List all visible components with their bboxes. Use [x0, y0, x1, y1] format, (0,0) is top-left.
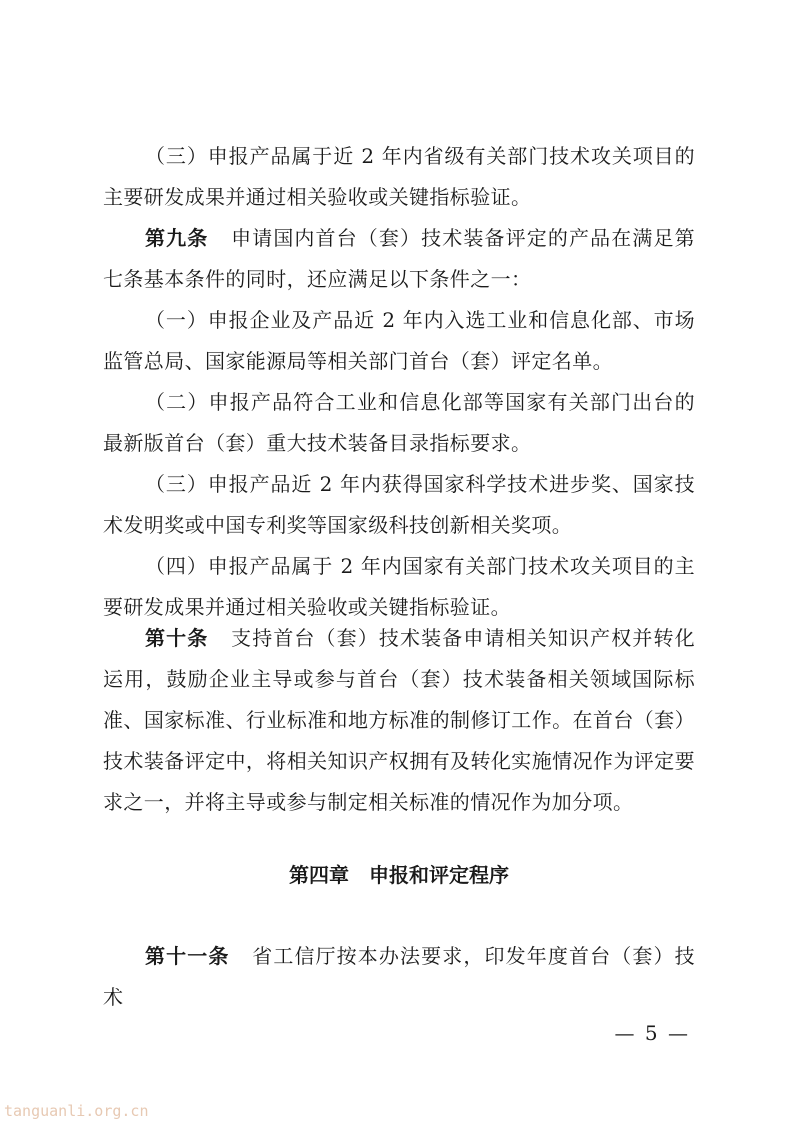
article-text: 申请国内首台（套）技术装备评定的产品在满足第七条基本条件的同时，还应满足以下条件之一： [103, 226, 695, 291]
chapter-heading [103, 860, 695, 890]
condition-item-1 [103, 300, 695, 382]
chapter-title: 申报和评定程序 [369, 863, 509, 887]
chapter-number: 第四章 [289, 863, 349, 887]
article-11 [103, 936, 695, 1018]
condition-item-3 [103, 464, 695, 546]
paragraph-text: （二）申报产品符合工业和信息化部等国家有关部门出台的最新版首台（套）重大技术装备目录指标要求。 [103, 390, 695, 455]
article-label: 第十一条 [145, 944, 230, 968]
condition-item-2 [103, 382, 695, 464]
page-number: — 5 — [614, 1021, 690, 1045]
article-label: 第九条 [145, 226, 209, 250]
article-text: 省工信厅按本办法要求，印发年度首台（套）技术 [103, 944, 695, 1009]
paragraph-text: （四）申报产品属于 2 年内国家有关部门技术攻关项目的主要研发成果并通过相关验收或关键指标验证。 [103, 554, 695, 619]
article-10 [103, 618, 695, 823]
article-label: 第十条 [145, 626, 209, 650]
condition-item-4 [103, 546, 695, 628]
article-9 [103, 218, 695, 300]
paragraph-text: （三）申报产品近 2 年内获得国家科学技术进步奖、国家技术发明奖或中国专利奖等国家级科技创新相关奖项。 [103, 472, 695, 537]
paragraph-text: （一）申报企业及产品近 2 年内入选工业和信息化部、市场监管总局、国家能源局等相关部门首台（套）评定名单。 [103, 308, 695, 373]
article-text: 支持首台（套）技术装备申请相关知识产权并转化运用，鼓励企业主导或参与首台（套）技术装备相关领域国际标准、国家标准、行业标准和地方标准的制修订工作。在首台（套）技术装备评定中，将相关知识产权拥有及转化实施情况作为评定要求之一，并将主导或参与制定相关标准的情况作为加分项。 [103, 626, 695, 814]
paragraph-item-3 [103, 136, 695, 218]
paragraph-text: （三）申报产品属于近 2 年内省级有关部门技术攻关项目的主要研发成果并通过相关验收或关键指标验证。 [103, 144, 695, 209]
watermark: tanguanli.org.cn [4, 1102, 149, 1120]
